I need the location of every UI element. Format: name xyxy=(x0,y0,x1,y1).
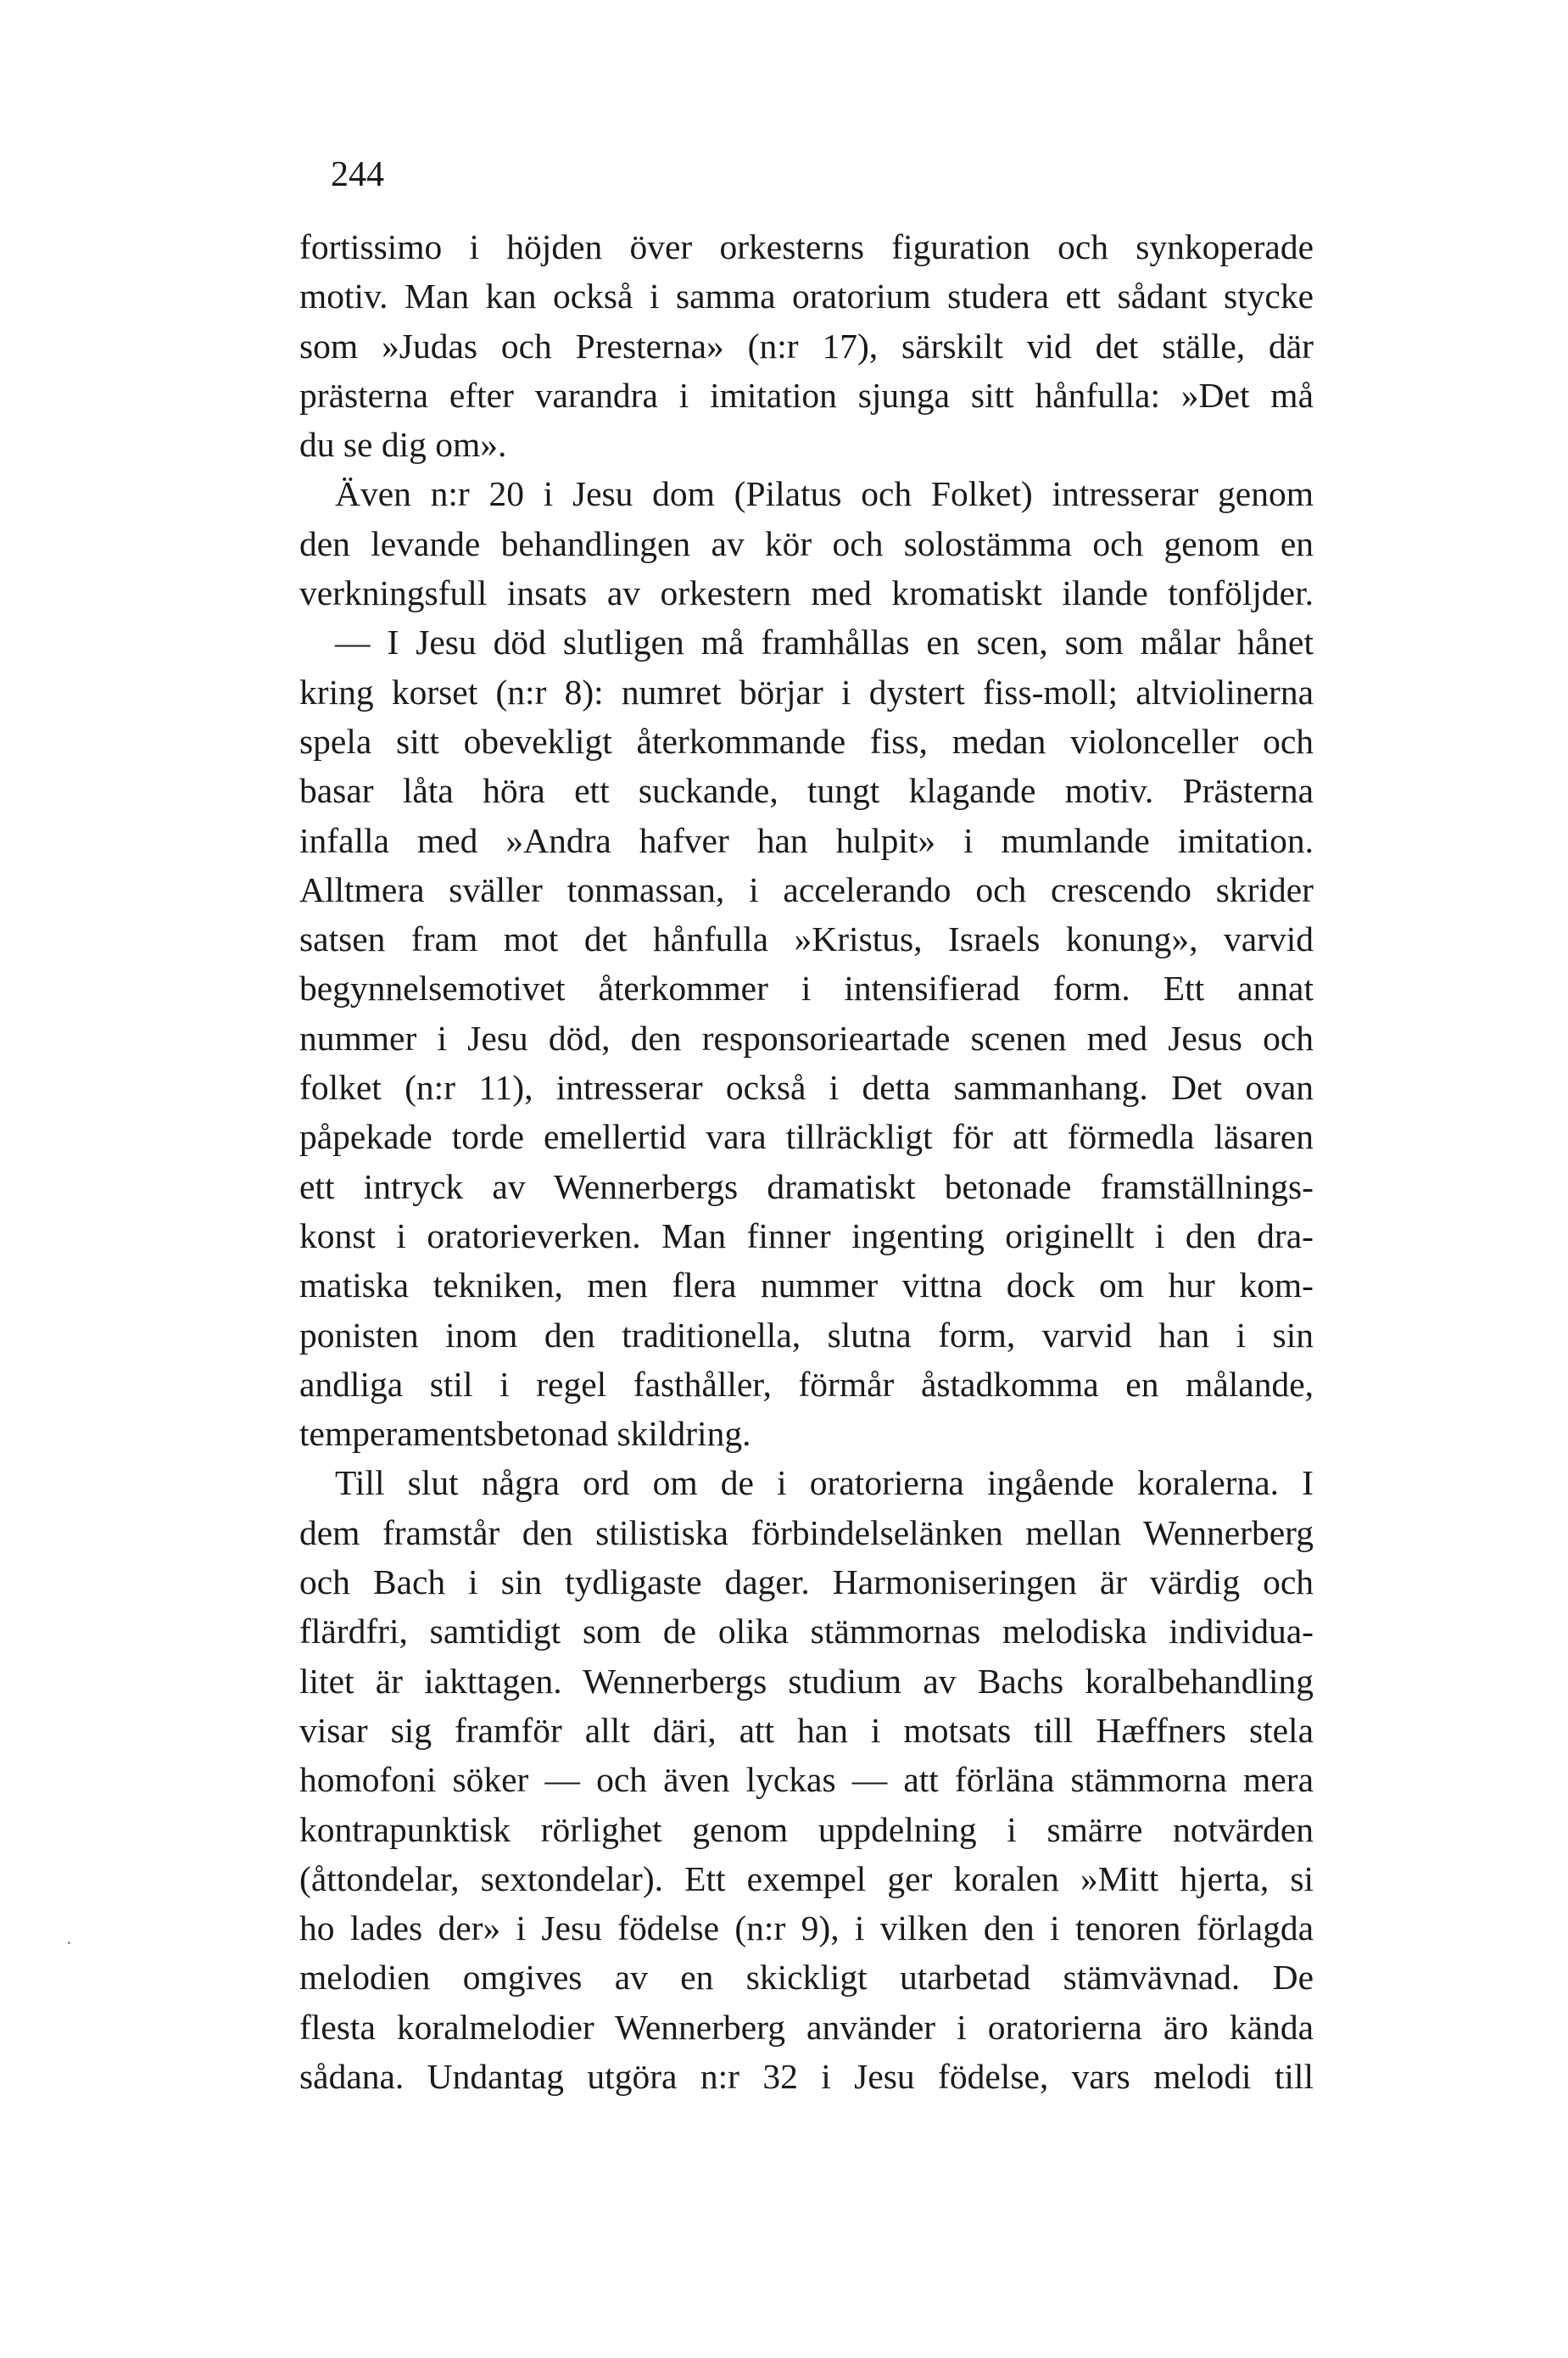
text-line: konst i oratorieverken. Man finner ingenting originellt i den dra- xyxy=(299,1215,1314,1255)
text-line: motiv. Man kan också i samma oratorium studera ett sådant stycke xyxy=(299,277,1314,316)
text-line: melodien omgives av en skickligt utarbetad stämvävnad. De xyxy=(299,1958,1314,1998)
text-line: den levande behandlingen av kör och solostämma och genom en xyxy=(299,523,1314,563)
text-line: visar sig framför allt däri, att han i motsats till Hæffners stela xyxy=(299,1710,1314,1750)
text-line: kontrapunktisk rörlighet genom uppdelning i smärre notvärden xyxy=(299,1809,1314,1849)
text-line: — I Jesu död slutligen må framhållas en scen, som målar hånet xyxy=(335,623,1314,662)
text-line: temperamentsbetonad skildring. xyxy=(299,1414,751,1454)
text-line: och Bach i sin tydligaste dager. Harmoniseringen är värdig och xyxy=(299,1562,1314,1602)
text-line: folket (n:r 11), intresserar också i detta sammanhang. Det ovan xyxy=(299,1068,1314,1108)
text-line: ett intryck av Wennerbergs dramatiskt betonade framställnings- xyxy=(299,1166,1314,1206)
text-line: matiska tekniken, men flera nummer vittna dock om hur kom- xyxy=(299,1266,1314,1305)
text-line: litet är iakttagen. Wennerbergs studium av Bachs koralbehandling xyxy=(299,1661,1314,1701)
text-line: ho lades der» i Jesu födelse (n:r 9), i vilken den i tenoren förlagda xyxy=(299,1908,1314,1948)
text-line: påpekade torde emellertid vara tillräckligt för att förmedla läsaren xyxy=(299,1117,1314,1157)
text-line: sådana. Undantag utgöra n:r 32 i Jesu födelse, vars melodi till xyxy=(299,2056,1314,2096)
text-line: infalla med »Andra hafver han hulpit» i mumlande imitation. xyxy=(299,820,1314,860)
text-line: spela sitt obevekligt återkommande fiss, medan violonceller och xyxy=(299,721,1314,761)
text-line: dem framstår den stilistiska förbindelselänken mellan Wennerberg xyxy=(299,1512,1314,1552)
text-line: flärdfri, samtidigt som de olika stämmornas melodiska individua- xyxy=(299,1612,1314,1651)
page-number: 244 xyxy=(331,155,384,194)
text-line: Även n:r 20 i Jesu dom (Pilatus och Folket) intresserar genom xyxy=(335,474,1314,514)
scan-speck xyxy=(68,1942,70,1944)
text-line: ponisten inom den traditionella, slutna form, varvid han i sin xyxy=(299,1315,1314,1355)
text-line: nummer i Jesu död, den responsorieartade scenen med Jesus och xyxy=(299,1018,1314,1058)
text-line: andliga stil i regel fasthåller, förmår åstadkomma en målande, xyxy=(299,1364,1314,1404)
text-line: begynnelsemotivet återkommer i intensifierad form. Ett annat xyxy=(299,969,1314,1009)
text-line: homofoni söker — och även lyckas — att förläna stämmorna mera xyxy=(299,1760,1314,1800)
text-line: satsen fram mot det hånfulla »Kristus, Israels konung», varvid xyxy=(299,919,1314,959)
text-line: kring korset (n:r 8): numret börjar i dystert fiss-moll; altviolinerna xyxy=(299,672,1314,712)
text-line: prästerna efter varandra i imitation sjunga sitt hånfulla: »Det må xyxy=(299,375,1314,415)
text-line: Till slut några ord om de i oratorierna ingående koralerna. I xyxy=(335,1463,1314,1503)
body-text xyxy=(299,222,1314,2101)
text-line: fortissimo i höjden över orkesterns figuration och synkoperade xyxy=(299,227,1314,266)
text-line: (åttondelar, sextondelar). Ett exempel ger koralen »Mitt hjerta, si xyxy=(299,1858,1314,1898)
text-line: verkningsfull insats av orkestern med kromatiskt ilande tonföljder. xyxy=(299,573,1314,613)
text-line: basar låta höra ett suckande, tungt klagande motiv. Prästerna xyxy=(299,771,1314,811)
text-line: Alltmera sväller tonmassan, i accelerando och crescendo skrider xyxy=(299,869,1314,909)
text-line: du se dig om». xyxy=(299,425,507,465)
text-line: flesta koralmelodier Wennerberg använder i oratorierna äro kända xyxy=(299,2007,1314,2047)
text-line: som »Judas och Presterna» (n:r 17), särskilt vid det ställe, där xyxy=(299,326,1314,366)
